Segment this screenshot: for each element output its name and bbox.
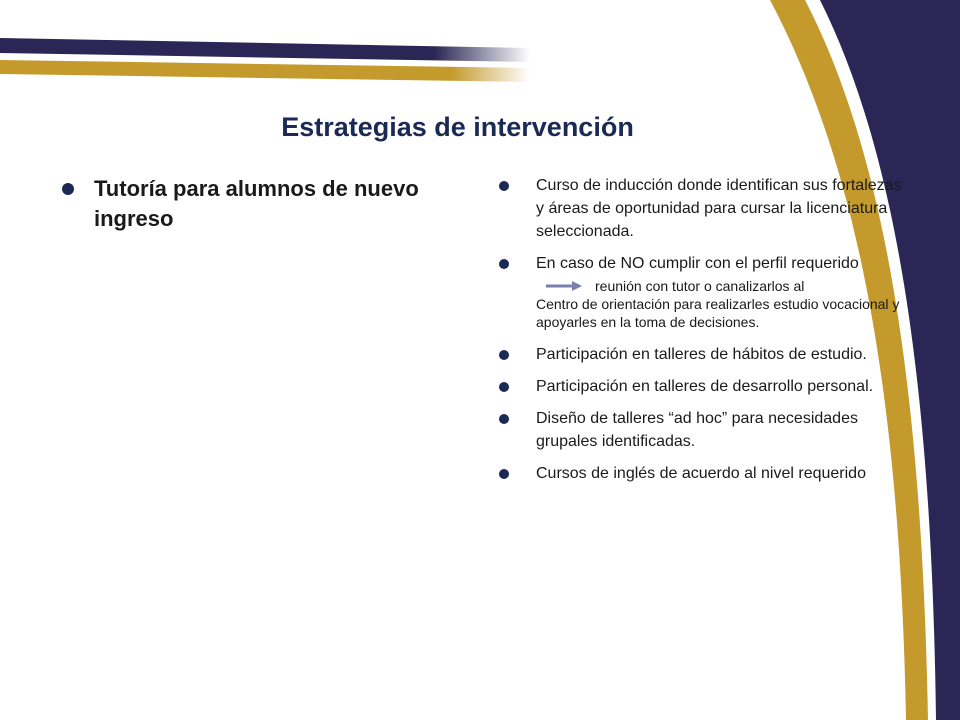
sub-item [499,277,904,331]
left-column [62,174,422,234]
bullet-icon [499,414,509,424]
header-navy-stripe [0,38,530,62]
bullet-icon [499,259,509,269]
bullet-icon [499,181,509,191]
left-bullet-item [62,174,422,234]
header-gold-stripe [0,60,530,82]
list-item-text: Participación en talleres de hábitos de estudio. [536,346,867,363]
bullet-icon [499,350,509,360]
right-column [499,174,904,494]
list-item-text: Curso de inducción donde identifican sus fortalezas y áreas de oportunidad para cursar la licenciatura seleccionada. [536,177,902,240]
list-item-text: En caso de NO cumplir con el perfil requerido [536,255,859,272]
sub-item-text: reunión con tutor o canalizarlos al [595,278,805,294]
list-item-text: Diseño de talleres “ad hoc” para necesidades grupales identificadas. [536,410,858,450]
list-item [499,174,904,243]
list-item-text: Participación en talleres de desarrollo personal. [536,378,874,395]
left-item-text: Tutoría para alumnos de nuevo ingreso [94,176,419,231]
list-item-text: Cursos de inglés de acuerdo al nivel requerido [536,465,866,482]
list-item [499,252,904,275]
bullet-icon [499,469,509,479]
slide-title: Estrategias de intervención [281,112,634,142]
list-item [499,343,904,366]
sub-item-continuation: Centro de orientación para realizarles estudio vocacional y apoyarles en la toma de decisiones. [536,296,900,330]
list-item [499,407,904,453]
bullet-icon [62,183,74,195]
list-item [499,375,904,398]
sub-item-first-line [499,277,904,295]
bullet-icon [499,382,509,392]
arrow-right-icon [546,281,582,291]
list-item [499,462,904,485]
